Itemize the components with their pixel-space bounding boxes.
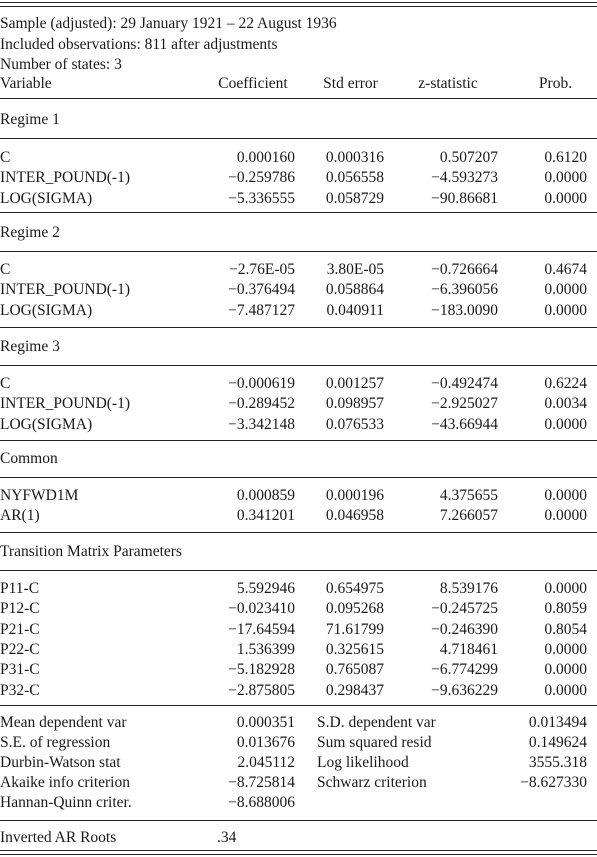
stat-label: Log likelihood xyxy=(317,754,409,771)
header-std-error: Std error xyxy=(323,75,378,92)
std-error-value: 0.076533 xyxy=(325,416,384,433)
z-statistic-value: −0.245725 xyxy=(431,600,498,617)
coefficient-value: 0.341201 xyxy=(236,507,295,524)
section-rule xyxy=(0,532,597,533)
observations-line: Included observations: 811 after adjustments xyxy=(0,36,278,53)
z-statistic-value: 4.375655 xyxy=(439,487,498,504)
variable-name: P11-C xyxy=(0,580,40,597)
z-statistic-value: −43.66944 xyxy=(431,416,498,433)
header-prob: Prob. xyxy=(538,75,573,92)
header-variable: Variable xyxy=(0,75,52,92)
stat-value: 0.000351 xyxy=(236,714,295,731)
section-title-rule xyxy=(0,570,597,571)
stat-label: Durbin-Watson stat xyxy=(0,754,121,771)
section-title: Common xyxy=(0,450,58,467)
stat-label: Sum squared resid xyxy=(317,734,432,751)
stats-rule xyxy=(0,705,597,706)
z-statistic-value: −4.593273 xyxy=(431,169,498,186)
prob-value: 0.0034 xyxy=(544,395,587,412)
std-error-value: 0.098957 xyxy=(325,395,384,412)
std-error-value: 0.040911 xyxy=(326,302,384,319)
z-statistic-value: −9.636229 xyxy=(431,682,498,699)
inverted-ar-roots-value: .34 xyxy=(217,829,237,846)
std-error-value: 0.000196 xyxy=(325,487,384,504)
section-title: Regime 2 xyxy=(0,224,60,241)
prob-value: 0.0000 xyxy=(544,416,587,433)
coefficient-value: −2.76E-05 xyxy=(229,261,295,278)
stat-value: 2.045112 xyxy=(237,754,295,771)
stat-value: 0.013676 xyxy=(236,734,295,751)
prob-value: 0.0000 xyxy=(544,487,587,504)
std-error-value: 0.654975 xyxy=(325,580,384,597)
coefficient-value: −5.182928 xyxy=(228,661,295,678)
stat-value: 0.013494 xyxy=(528,714,587,731)
section-rule xyxy=(0,327,597,328)
stat-label: Hannan-Quinn criter. xyxy=(0,794,132,811)
coefficient-value: −2.875805 xyxy=(228,682,295,699)
coefficient-value: −0.376494 xyxy=(228,281,295,298)
states-line: Number of states: 3 xyxy=(0,56,122,73)
prob-value: 0.8059 xyxy=(544,600,587,617)
stat-label: Akaike info criterion xyxy=(0,774,130,791)
prob-value: 0.0000 xyxy=(544,190,587,207)
z-statistic-value: −6.396056 xyxy=(431,281,498,298)
prob-value: 0.0000 xyxy=(544,661,587,678)
section-rule xyxy=(0,98,597,99)
coefficient-value: 0.000160 xyxy=(236,149,295,166)
section-title-rule xyxy=(0,251,597,252)
top-double-rule xyxy=(0,2,597,3)
z-statistic-value: 4.718461 xyxy=(439,641,498,658)
section-title: Regime 3 xyxy=(0,338,60,355)
z-statistic-value: 7.266057 xyxy=(439,507,498,524)
header-coefficient: Coefficient xyxy=(218,75,288,92)
variable-name: INTER_POUND(-1) xyxy=(0,281,131,298)
section-title-rule xyxy=(0,138,597,139)
stat-label: Schwarz criterion xyxy=(317,774,427,791)
coefficient-value: 5.592946 xyxy=(236,580,295,597)
std-error-value: 0.095268 xyxy=(325,600,384,617)
section-rule xyxy=(0,440,597,441)
z-statistic-value: 8.539176 xyxy=(439,580,498,597)
coefficient-value: −3.342148 xyxy=(228,416,295,433)
z-statistic-value: 0.507207 xyxy=(439,149,498,166)
prob-value: 0.0000 xyxy=(544,580,587,597)
std-error-value: 0.046958 xyxy=(325,507,384,524)
prob-value: 0.0000 xyxy=(544,682,587,699)
section-title: Transition Matrix Parameters xyxy=(0,543,182,560)
prob-value: 0.6224 xyxy=(544,375,587,392)
z-statistic-value: −90.86681 xyxy=(431,190,498,207)
variable-name: P12-C xyxy=(0,600,40,617)
prob-value: 0.4674 xyxy=(544,261,587,278)
z-statistic-value: −0.492474 xyxy=(431,375,498,392)
coefficient-value: 0.000859 xyxy=(236,487,295,504)
bottom-double-rule xyxy=(0,850,597,851)
std-error-value: 0.056558 xyxy=(325,169,384,186)
stat-value: −8.627330 xyxy=(520,774,587,791)
section-title-rule xyxy=(0,477,597,478)
bottom-double-rule xyxy=(0,854,597,855)
coefficient-value: −0.289452 xyxy=(228,395,295,412)
std-error-value: 0.058729 xyxy=(325,190,384,207)
coefficient-value: −0.000619 xyxy=(228,375,295,392)
top-double-rule xyxy=(0,6,597,7)
variable-name: C xyxy=(0,149,11,166)
inverted-ar-roots-label: Inverted AR Roots xyxy=(0,829,117,846)
sample-line: Sample (adjusted): 29 January 1921 – 22 August 1936 xyxy=(0,15,337,32)
variable-name: C xyxy=(0,261,11,278)
variable-name: NYFWD1M xyxy=(0,487,79,504)
stat-label: S.D. dependent var xyxy=(317,714,436,731)
variable-name: C xyxy=(0,375,11,392)
coefficient-value: −0.023410 xyxy=(228,600,295,617)
std-error-value: 3.80E-05 xyxy=(326,261,384,278)
roots-rule xyxy=(0,820,597,821)
variable-name: INTER_POUND(-1) xyxy=(0,169,131,186)
stat-label: Mean dependent var xyxy=(0,714,127,731)
stat-value: −8.688006 xyxy=(228,794,295,811)
std-error-value: 71.61799 xyxy=(325,621,384,638)
z-statistic-value: −0.246390 xyxy=(431,621,498,638)
coefficient-value: 1.536399 xyxy=(236,641,295,658)
coefficient-value: −17.64594 xyxy=(228,621,295,638)
variable-name: P31-C xyxy=(0,661,40,678)
stat-value: 0.149624 xyxy=(528,734,587,751)
coefficient-value: −0.259786 xyxy=(228,169,295,186)
variable-name: P21-C xyxy=(0,621,40,638)
stat-value: 3555.318 xyxy=(528,754,587,771)
variable-name: P32-C xyxy=(0,682,40,699)
header-z-statistic: z-statistic xyxy=(418,75,478,92)
variable-name: P22-C xyxy=(0,641,40,658)
coefficient-value: −5.336555 xyxy=(228,190,295,207)
section-rule xyxy=(0,212,597,213)
prob-value: 0.8054 xyxy=(544,621,587,638)
section-title: Regime 1 xyxy=(0,111,60,128)
z-statistic-value: −183.0090 xyxy=(431,302,498,319)
z-statistic-value: −6.774299 xyxy=(431,661,498,678)
prob-value: 0.0000 xyxy=(544,641,587,658)
std-error-value: 0.000316 xyxy=(325,149,384,166)
std-error-value: 0.001257 xyxy=(325,375,384,392)
std-error-value: 0.765087 xyxy=(325,661,384,678)
z-statistic-value: −0.726664 xyxy=(431,261,498,278)
variable-name: LOG(SIGMA) xyxy=(0,302,93,319)
std-error-value: 0.325615 xyxy=(325,641,384,658)
z-statistic-value: −2.925027 xyxy=(431,395,498,412)
variable-name: AR(1) xyxy=(0,507,40,524)
stat-label: S.E. of regression xyxy=(0,734,111,751)
variable-name: LOG(SIGMA) xyxy=(0,190,93,207)
prob-value: 0.0000 xyxy=(544,507,587,524)
prob-value: 0.6120 xyxy=(544,149,587,166)
stat-value: −8.725814 xyxy=(228,774,295,791)
variable-name: LOG(SIGMA) xyxy=(0,416,93,433)
prob-value: 0.0000 xyxy=(544,281,587,298)
std-error-value: 0.298437 xyxy=(325,682,384,699)
prob-value: 0.0000 xyxy=(544,302,587,319)
coefficient-value: −7.487127 xyxy=(228,302,295,319)
section-title-rule xyxy=(0,365,597,366)
variable-name: INTER_POUND(-1) xyxy=(0,395,131,412)
prob-value: 0.0000 xyxy=(544,169,587,186)
std-error-value: 0.058864 xyxy=(325,281,384,298)
